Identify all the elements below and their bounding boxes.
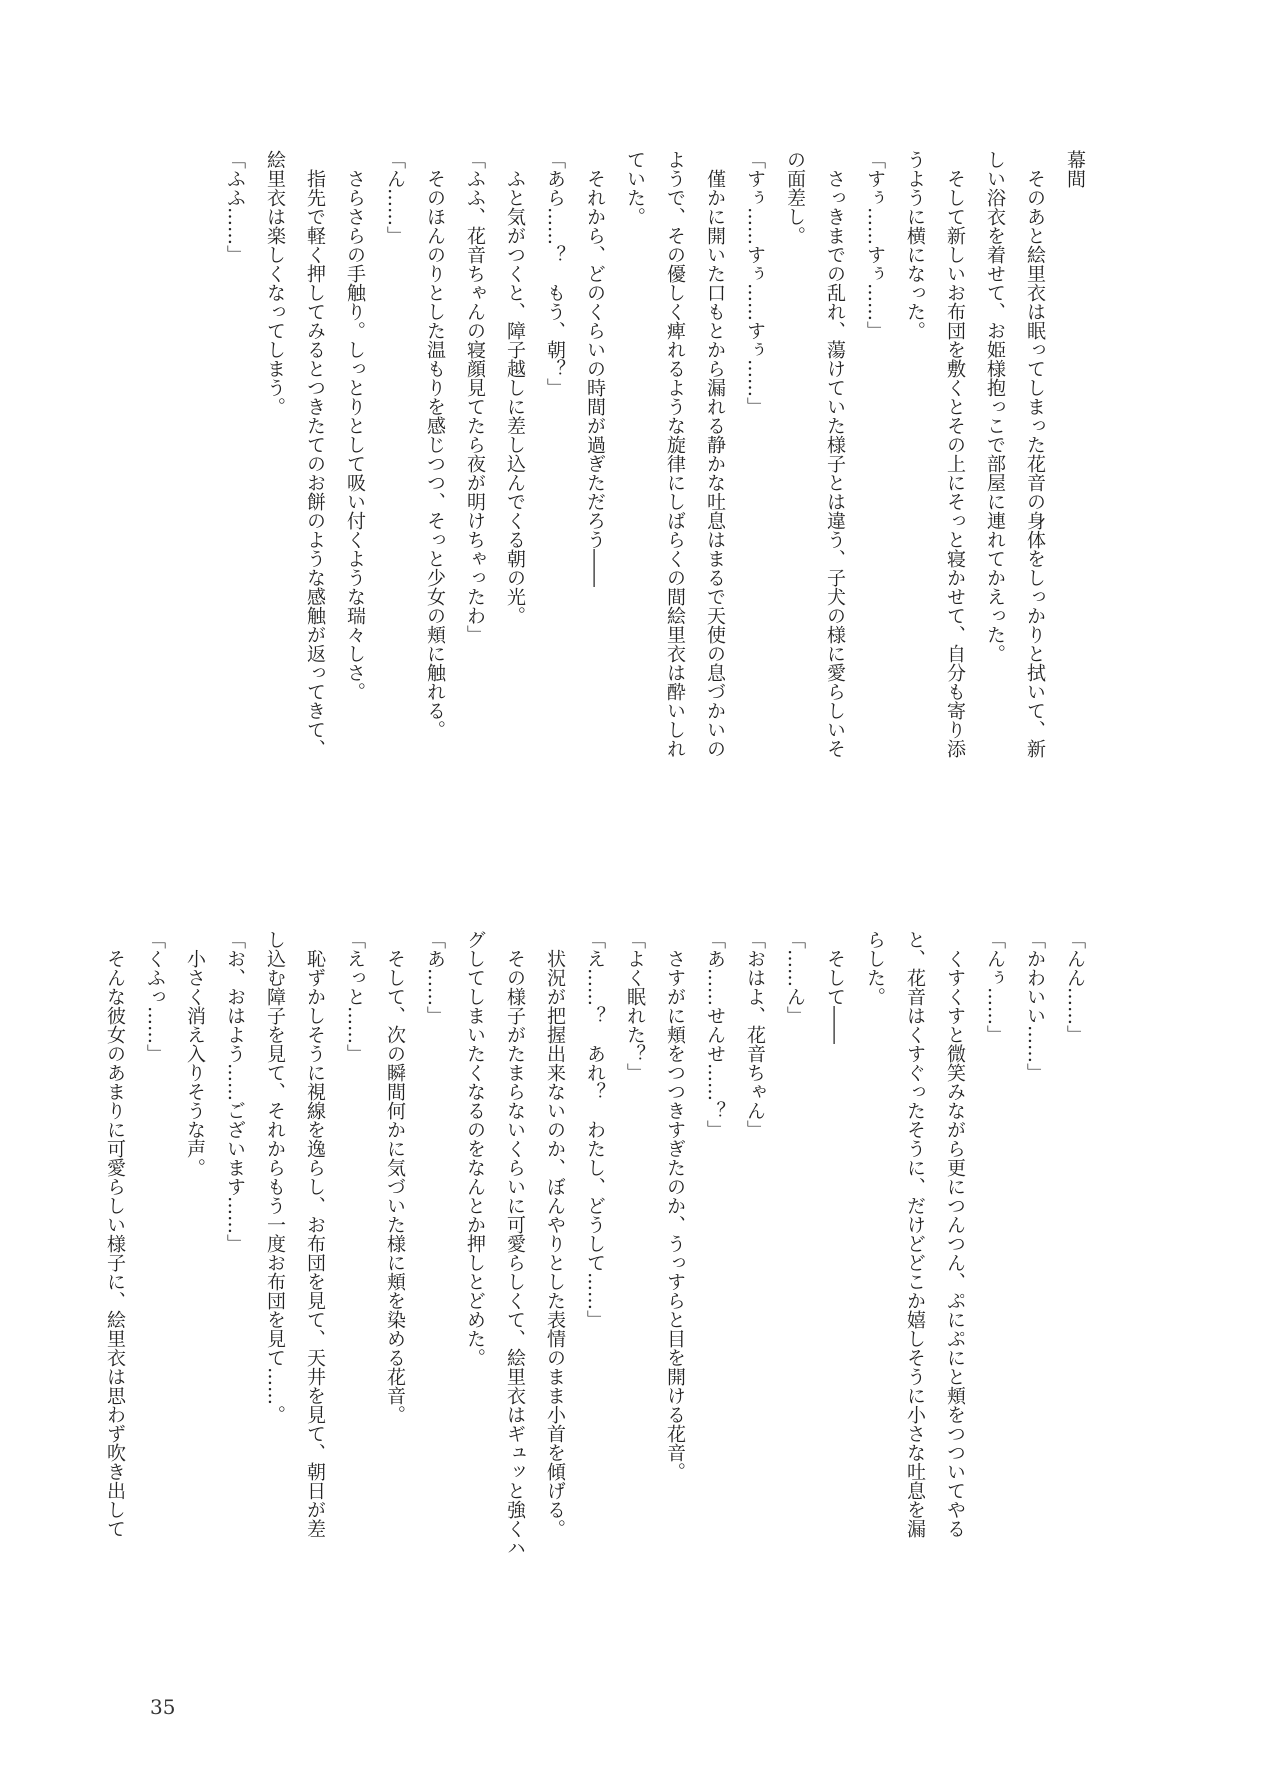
text-line: 「かわいい……」	[1024, 930, 1046, 1082]
text-line: そして新しいお布団を敷くとその上にそっと寝かせて、自分も寄り添	[944, 150, 966, 758]
text-line: 「んぅ……」	[984, 930, 1006, 1044]
text-line: の面差し。	[784, 150, 806, 245]
text-line: しい浴衣を着せて、お姫様抱っこで部屋に連れてかえった。	[984, 150, 1006, 663]
text-line: うように横になった。	[904, 150, 926, 340]
text-line: 「んん……」	[1064, 930, 1086, 1044]
text-line: 「ふふ……」	[224, 150, 246, 264]
text-line: ていた。	[624, 150, 646, 226]
text-line: 「あ……」	[424, 930, 446, 1025]
text-line: 僅かに開いた口もとから漏れる静かな吐息はまるで天使の息づかいの	[704, 150, 726, 758]
text-line: 「くふっ……」	[144, 930, 166, 1063]
text-line: 「えっと……」	[344, 930, 366, 1063]
text-line: 「お、おはよう……ございます……」	[224, 930, 246, 1253]
text-line: 小さく消え入りそうな声。	[184, 930, 206, 1177]
text-line: 「あ……せんせ……？」	[704, 930, 726, 1139]
text-line: 幕間	[1064, 150, 1086, 188]
text-line: ようで、その優しく痺れるような旋律にしばらくの間絵里衣は酔いしれ	[664, 150, 686, 758]
text-line: 「すぅ……すぅ……」	[864, 150, 886, 340]
text-line: その様子がたまらないくらいに可愛らしくて、絵里衣はギュッと強くハ	[504, 930, 526, 1557]
text-line: それから、どのくらいの時間が過ぎただろう――	[584, 150, 606, 587]
page-number: 35	[150, 1695, 176, 1719]
bottom-text-block	[95, 930, 1095, 1650]
text-line: ふと気がつくと、障子越しに差し込んでくる朝の光。	[504, 150, 526, 625]
text-line: 「すぅ……すぅ……すぅ……」	[744, 150, 766, 416]
text-line: 「……ん」	[784, 930, 806, 1025]
text-line: そして――	[824, 930, 846, 1044]
text-line: さらさらの手触り。しっとりとして吸い付くような瑞々しさ。	[344, 150, 366, 701]
text-line: さっきまでの乱れ、蕩けていた様子とは違う、子犬の様に愛らしいそ	[824, 150, 846, 758]
text-line: くすくすと微笑みながら更につんつん、ぷにぷにと頬をつついてやる	[944, 930, 966, 1538]
text-line: 絵里衣は楽しくなってしまう。	[264, 150, 286, 416]
text-line: そのあと絵里衣は眠ってしまった花音の身体をしっかりと拭いて、新	[1024, 150, 1046, 758]
text-line: 「おはよ、花音ちゃん」	[744, 930, 766, 1139]
text-line: 「ふふ、花音ちゃんの寝顔見てたら夜が明けちゃったわ」	[464, 150, 486, 644]
text-line: 「よく眠れた？」	[624, 930, 646, 1082]
text-line: そして、次の瞬間何かに気づいた様に頬を染める花音。	[384, 930, 406, 1424]
text-line: さすがに頬をつつきすぎたのか、うっすらと目を開ける花音。	[664, 930, 686, 1481]
text-line: らした。	[864, 930, 886, 1006]
text-line: そんな彼女のあまりに可愛らしい様子に、絵里衣は思わず吹き出して	[104, 930, 126, 1538]
text-line: 状況が把握出来ないのか、ぼんやりとした表情のまま小首を傾げる。	[544, 930, 566, 1538]
text-line: 「あら……？ もう、朝？」	[544, 150, 566, 397]
top-text-block	[215, 150, 1095, 900]
text-line: 「ん……」	[384, 150, 406, 245]
text-line: グしてしまいたくなるのをなんとか押しとどめた。	[464, 930, 486, 1367]
text-line: と、花音はくすぐったそうに、だけどどこか嬉しそうに小さな吐息を漏	[904, 930, 926, 1538]
text-line: し込む障子を見て、それからもう一度お布団を見て……。	[264, 930, 286, 1424]
text-line: そのほんのりとした温もりを感じつつ、そっと少女の頬に触れる。	[424, 150, 446, 739]
text-line: 恥ずかしそうに視線を逸らし、お布団を見て、天井を見て、朝日が差	[304, 930, 326, 1538]
text-line: 指先で軽く押してみるとつきたてのお餅のような感触が返ってきて、	[304, 150, 326, 758]
text-line: 「え……？ あれ？ わたし、どうして……」	[584, 930, 606, 1329]
